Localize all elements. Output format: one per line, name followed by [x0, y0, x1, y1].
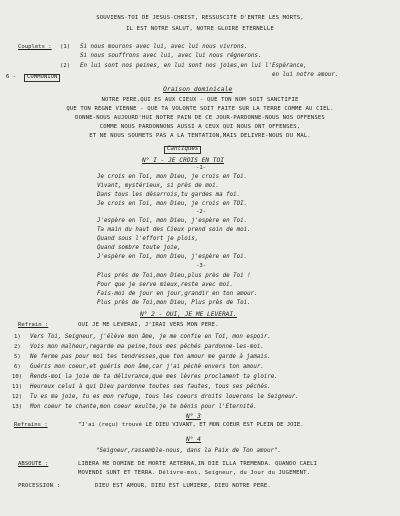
hymn-2-verse-number: 11)	[12, 384, 23, 390]
hymn-1-v2-line-3: Quand sous l'effort je plois,	[97, 236, 199, 242]
hymn-2-verse-number: 12)	[12, 394, 23, 400]
couplet-2-line-2: en lui notre amour.	[272, 72, 339, 78]
hymn-1-v1-line-3: Dans tous les désarrois,tu gardes ma foi.	[97, 192, 241, 198]
section-number: 6 -	[6, 74, 17, 80]
absoute-label: ABSOUTE :	[18, 461, 49, 467]
cantiques-label: Cantiques	[164, 146, 201, 154]
refrains-text: "J'ai (reçu) trouvé LE DIEU VIVANT, ET MON COEUR EST PLEIN DE JOIE.	[78, 422, 304, 428]
hymn-2-verse-number: 1)	[14, 334, 21, 340]
hymn-2-verse-number: 10)	[12, 374, 23, 380]
hymn-1-v1-line-2: Vivant, mystérieux, si près de moi.	[97, 183, 220, 189]
hymn-1-v3-line-2: Pour que je serve mieux,reste avec moi.	[97, 282, 234, 288]
couplet-1-line-2: Si nous souffrons avec lui, avec lui nous régnerons.	[80, 53, 262, 59]
hymn-1-v2-line-2: Ta main du haut des Cieux prend soin de moi.	[97, 227, 251, 233]
hymn-2-verse-number: 5)	[14, 354, 21, 360]
hymn-2-verse-text: Tu es ma joie, tu es mon refuge, tous les coeurs droits louerons le Seigneur.	[30, 394, 299, 400]
refrains-label: Refrains :	[14, 422, 48, 428]
hymn-4-text: "Seigneur,rassemble-nous, dans la Paix de Ton amour".	[96, 448, 281, 454]
hymn-1-verse-2-marker: -2-	[196, 209, 207, 215]
procession-label: PROCESSION :	[18, 483, 61, 489]
opening-refrain-line-1: SOUVIENS-TOI DE JESUS-CHRIST, RESSUSCITE D'ENTRE LES MORTS,	[96, 15, 304, 21]
prayer-line-5: ET NE NOUS SOUMETS PAS A LA TENTATION,MAIS DELIVRE-NOUS DU MAL.	[89, 133, 311, 139]
absoute-line-1: LIBERA ME DOMINE DE MORTE AETERNA,IN DIE ILLA TREMENDA. QUANDO CAELI	[78, 461, 318, 467]
communion-label: COMMUNION	[24, 74, 60, 82]
hymn-2-verse-number: 13)	[12, 404, 23, 410]
hymn-1-v2-line-4: Quand sombre toute joie,	[97, 245, 181, 251]
hymn-1-verse-3-marker: -3-	[196, 263, 207, 269]
hymn-2-verse-text: Vers Toi, Seigneur, j'élève mon âme, je me confie en Toi, mon espoir.	[30, 334, 271, 340]
refrain-label: Refrain :	[18, 322, 49, 328]
hymn-2-verse-text: Ne ferme pas pour moi tes tendresses,que ton amour me garde à jamais.	[30, 354, 271, 360]
prayer-line-1: NOTRE PERE,QUI ES AUX CIEUX - QUE TON NOM SOIT SANCTIFIE	[101, 97, 299, 103]
couplets-label: Couplets :	[18, 44, 52, 50]
couplet-2-line-1: En lui sont nos peines, en lui sont nos joies,en lui l'Espérance,	[80, 63, 307, 69]
couplet-1-number: (1)	[60, 44, 71, 50]
hymn-1-verse-1-marker: -1-	[196, 165, 207, 171]
hymn-3-title: N° 3	[186, 413, 201, 420]
hymn-1-v3-line-3: Fais-moi de jour en jour,grandir en ton amour.	[97, 291, 258, 297]
prayer-line-2: QUE TON REGNE VIENNE - QUE TA VOLONTE SOIT FAITE SUR LA TERRE COMME AU CIEL.	[66, 106, 334, 112]
hymn-1-v3-line-1: Plus près de Toi,mon Dieu,plus près de Toi !	[97, 273, 251, 279]
hymn-1-v1-line-4: Je crois en Toi, mon Dieu, je crois en TOI.	[97, 201, 248, 207]
prayer-line-3: DONNE-NOUS AUJOURD'HUI NOTRE PAIN DE CE JOUR-PARDONNE-NOUS NOS OFFENSES	[75, 115, 325, 121]
hymn-2-verse-number: 6)	[14, 364, 21, 370]
hymn-1-v3-line-4: Plus près de Toi,mon Dieu, Plus près de Toi.	[97, 300, 251, 306]
refrain-text: OUI JE ME LEVERAI, J'IRAI VERS MON PERE.	[78, 322, 219, 328]
hymn-2-verse-text: Guéris mon coeur,et guéris mon âme,car j'ai péché envers ton amour.	[30, 364, 264, 370]
couplet-2-number: (2)	[60, 63, 71, 69]
hymn-2-verse-number: 2)	[14, 344, 21, 350]
absoute-line-2: MOVENDI SUNT ET TERRA. Délivre-moi, Seigneur, du Jour du JUGEMENT.	[78, 470, 311, 476]
prayer-line-4: COMME NOUS PARDONNONS AUSSI A CEUX QUI NOUS ONT OFFENSES,	[99, 124, 301, 130]
hymn-2-title: N° 2 - OUI, JE ME LEVERAI.	[140, 311, 237, 318]
procession-text: DIEU EST AMOUR, DIEU EST LUMIERE, DIEU NOTRE PERE.	[95, 483, 271, 489]
hymn-1-v2-line-1: J'espère en Toi, mon Dieu, j'espère en Toi.	[97, 218, 248, 224]
oraison-title: Oraison dominicale	[163, 85, 233, 93]
hymn-2-verse-text: Vois mon malheur,regarde ma peine,tous mes péchés pardonne-les-moi.	[30, 344, 264, 350]
hymn-4-title: N° 4	[186, 436, 201, 443]
couplet-1-line-1: Si nous mourons avec lui, avec lui nous vivrons.	[80, 44, 248, 50]
hymn-2-verse-text: Rends-moi la joie de ta délivrance,que mes lèvres proclament ta gloire.	[30, 374, 278, 380]
opening-refrain-line-2: IL EST NOTRE SALUT, NOTRE GLOIRE ETERNELLE	[126, 26, 274, 32]
hymn-2-verse-text: Mon coeur te chante,mon coeur exulte,je te bénis pour l'Eternité.	[30, 404, 257, 410]
hymn-1-v2-line-5: J'espère en Toi, mon Dieu, j'espère en Toi.	[97, 254, 248, 260]
hymn-1-title: N° I - JE CROIS EN TOI	[142, 157, 224, 164]
hymn-2-verse-text: Heureux celui à qui Dieu pardonne toutes ses fautes, tous ses péchés.	[30, 384, 271, 390]
hymn-1-v1-line-1: Je crois en Toi, mon Dieu, je crois en Toi.	[97, 174, 248, 180]
